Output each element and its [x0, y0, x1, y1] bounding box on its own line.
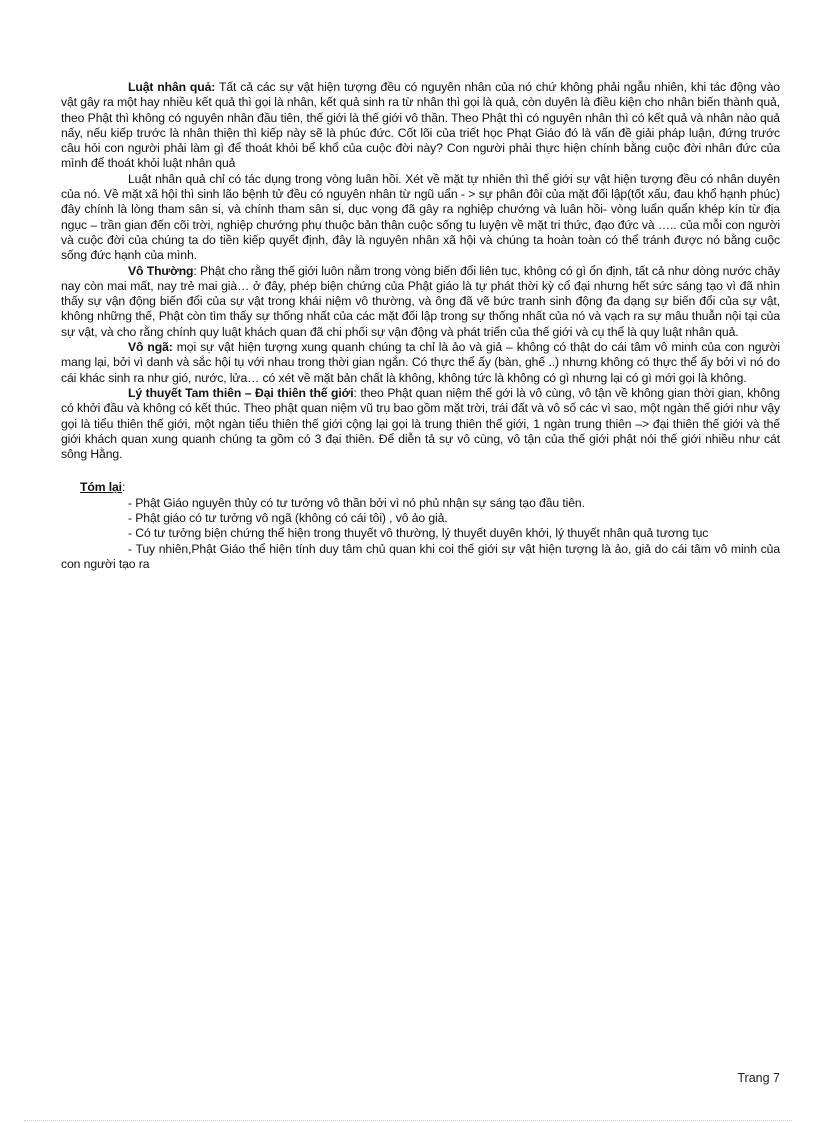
paragraph-vo-nga — [61, 340, 780, 386]
paragraph-title: Luật nhân quả: — [128, 80, 216, 94]
summary-bullet: - Phật Giáo nguyên thủy có tư tưởng vô thần bởi vì nó phủ nhận sự sáng tạo đầu tiên. — [128, 495, 585, 510]
paragraph-title: Vô Thường — [128, 263, 194, 278]
page-bottom-divider — [24, 1120, 792, 1121]
paragraph-luan-hoi — [61, 172, 780, 264]
summary-bullet: - Có tư tưởng biện chứng thể hiện trong thuyết vô thường, lý thuyết duyên khởi, lý thuyết nhân quả tương tục — [128, 526, 709, 541]
summary-bullet: - Tuy nhiên,Phật Giáo thể hiện tính duy tâm chủ quan khi coi thế giới sự vật hiện tượng là ảo, giả do cái tâm vô minh của con người tạo ra — [61, 541, 780, 571]
paragraph-text: mọi sự vật hiện tượng xung quanh chúng ta chỉ là ảo và giả – không có thật do cái tâm vô minh của con người mang lại, bởi vì danh và sắc hội tụ với nhau trong thời gian ngắn. Có thực thể ấy (bàn, ghế ..) nhưng không có thực thể ấy bởi vì nó do cái khác sinh ra như gió, nước, lửa… có xét về mặt bản chất là không, không tức là không có gì nhưng lại có gì mới gọi là không. — [61, 340, 780, 385]
summary-heading — [80, 480, 780, 495]
paragraph-text: Tất cả các sự vật hiện tượng đều có nguyên nhân của nó chứ không phải ngẫu nhiên, khi tác động vào vật gây ra một hay nhiều kết quả thì gọi là nhân, kết quả sinh ra từ nhân thì gọi là quả, còn duyên là điều kiện cho nhân biến thành quả, theo Phật thì không có nguyên nhân đầu tiên, thế giới là thế giới vô thần. Theo Phật thì có nguyên nhân thì có kết quả và nhân nào quả nấy, nếu kiếp trước là nhân thiện thì kiếp này sẽ là phúc đức. Cốt lõi của triết học Phạt Giáo đó là vấn đề giải pháp luận, đứng trước câu hỏi con người phải làm gì để thoát khỏi bể khổ của cuộc đời này? Con người phải thực hiện chính bằng cuộc đời nhân đức của mình để thoát khỏi luật nhân quả — [61, 80, 780, 171]
summary-heading-text: Tóm lại — [80, 480, 122, 495]
paragraph-text: : theo Phật quan niệm thế gới là vô cùng, vô tận về không gian thời gian, không có khởi đầu và không có kết thúc. Theo phật quan niệm vũ trụ bao gồm mặt trời, trái đất và vô số các vì sao, một ngàn thế giới như vậy gọi là tiểu thiên thế giới, một ngàn tiểu thiên thế giới cộng lại gọi là trung thiên thế giới, 1 ngàn trung thiên –> đại thiên thế giới và thế giới khách quan xung quanh chúng ta gồm có 3 đại thiên. Để diễn tả sự vô cùng, vô tận của thế giới phật nói thế giới nhiều như cát sông Hằng. — [61, 385, 780, 462]
summary-heading-colon: : — [121, 480, 126, 495]
document-body — [61, 80, 780, 572]
paragraph-luat-nhan-qua — [61, 80, 780, 172]
paragraph-title: Vô ngã: — [128, 340, 173, 355]
paragraph-text: Luật nhân quả chỉ có tác dụng trong vòng luân hồi. Xét về mặt tự nhiên thì thế giới sự vật hiện tượng đều có nhân duyên của nó. Về mặt xã hội thì sinh lão bệnh tử đều có nguyên nhân từ ngũ uẩn - > sự phân đôi của mặt đối lập(tốt xấu, đau khổ hạnh phúc) đây chính là lòng tham sân si, và chính tham sân si, dục vọng đã gây ra nghiệp chướng và luân hồi- vòng luẩn quẩn khép kín từ địa ngục – trần gian đến cõi trời, nghiệp chướng phụ thuộc bản thân cuộc sống tu luyện về mặt tri thức, đạo đức và ….. của mỗi con người và cuộc đời của chúng ta do tiền kiếp quyết định, đây là nguyên nhân xã hội và chúng ta hoàn toàn có thể tránh được nó bằng cuộc sống đức hạnh của mình. — [61, 171, 780, 263]
paragraph-vo-thuong — [61, 264, 780, 340]
paragraph-title: Lý thuyết Tam thiên – Đại thiên thế giới — [128, 385, 354, 400]
summary-bullet: - Phật giáo có tư tưởng vô ngã (không có cái tôi) , vô ảo giả. — [128, 511, 448, 526]
paragraph-text: : Phật cho rằng thế giới luôn nằm trong vòng biến đổi liên tục, không có gì ổn định, tất cả như dòng nước chảy nay còn mai mất, nay trẻ mai già… ở đây, phép biện chứng của Phật giáo là tự phát thời kỳ cổ đại nhưng hết sức sáng tạo vì đã nhìn thấy sự vận động biến đổi của sự vật trong khái niệm vô thường, và ông đã vẽ bức tranh sinh động đa dạng sự biến đổi của sự vật, không những thế, Phật còn tìm thấy sự thống nhất của các mặt đối lập trong sự thống nhất của nó và vạch ra sự mâu thuẫn nội tại của sự vật, và cho rằng chính quy luật khách quan đã chi phối sự vận động và phát triển của thế giới và cụ thể là quy luật nhân quả. — [61, 263, 780, 339]
page-number: Trang 7 — [737, 1071, 780, 1085]
paragraph-tam-thien — [61, 386, 780, 462]
